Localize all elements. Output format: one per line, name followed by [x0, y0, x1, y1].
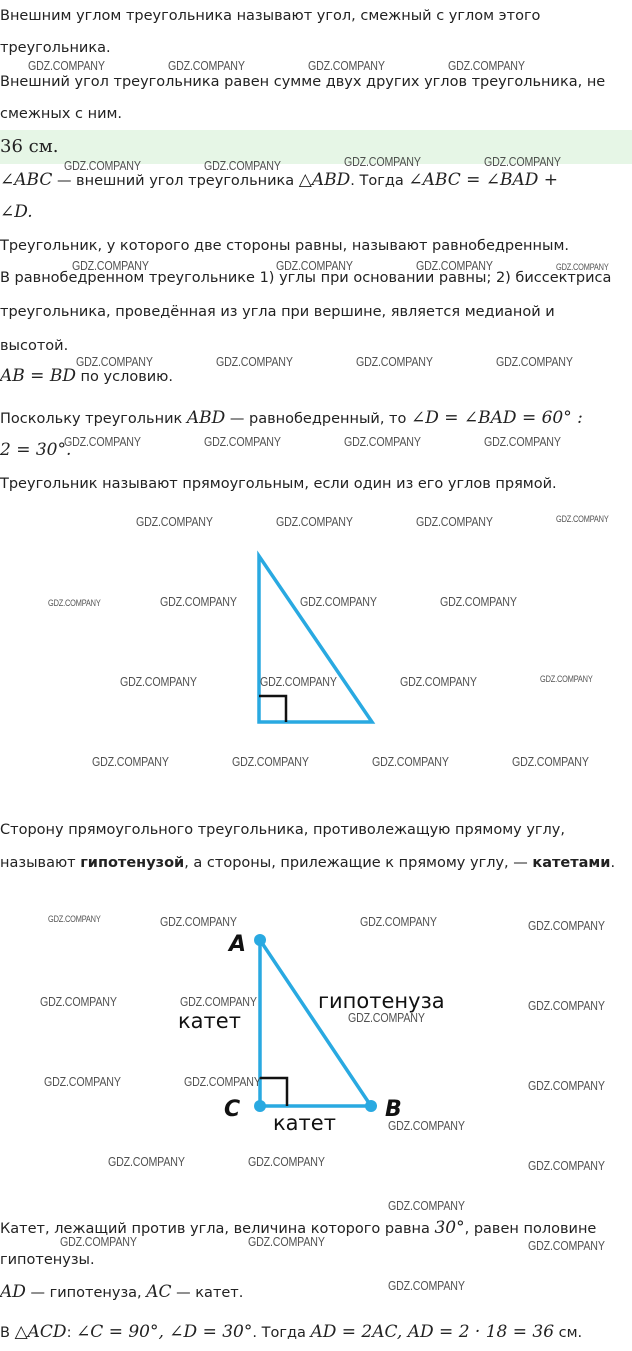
watermark-text: GDZ.COMPANY: [300, 594, 377, 609]
solution-step2: [0, 366, 173, 386]
watermark-text: GDZ.COMPANY: [120, 674, 197, 689]
isosceles-property-line2: треугольника, проведённая из угла при вершине, является медианой и: [0, 304, 555, 320]
theorem-exterior-angle-line1: Внешний угол треугольника равен сумме двух других углов треугольника, не: [0, 74, 606, 90]
watermark-text: GDZ.COMPANY: [344, 154, 421, 169]
text-fragment: Катет, лежащий против угла, величина которого равна: [0, 1221, 435, 1237]
math-equation: ∠ABC = ∠BAD +: [408, 170, 559, 190]
solution-step3-line1: [0, 408, 583, 428]
definition-right-triangle: Треугольник называют прямоугольным, если один из его углов прямой.: [0, 476, 557, 492]
watermark-text: GDZ.COMPANY: [388, 1198, 465, 1213]
labeled-triangle-figure: [0, 910, 632, 1140]
math-abd: ABD: [186, 408, 226, 428]
definition-hypotenuse-line2: [0, 855, 615, 871]
text-fragment: .: [610, 855, 616, 871]
math-angle-d: ∠D.: [0, 202, 33, 222]
watermark-text: GDZ.COMPANY: [540, 674, 593, 684]
watermark-text: GDZ.COMPANY: [440, 594, 517, 609]
watermark-text: GDZ.COMPANY: [416, 514, 493, 529]
vertex-a-point: [254, 934, 266, 946]
watermark-text: GDZ.COMPANY: [64, 434, 141, 449]
watermark-text: GDZ.COMPANY: [204, 434, 281, 449]
watermark-text: GDZ.COMPANY: [260, 674, 337, 689]
watermark-text: GDZ.COMPANY: [48, 914, 101, 924]
term-legs: катетами: [532, 855, 611, 871]
text-fragment: . Тогда: [252, 1325, 311, 1341]
text-fragment: , а стороны, прилежащие к прямому углу, —: [184, 855, 533, 871]
math-ac: AC: [146, 1282, 172, 1302]
watermark-text: GDZ.COMPANY: [44, 1074, 121, 1089]
solution-step3-line2: [0, 440, 71, 460]
watermark-text: GDZ.COMPANY: [556, 514, 609, 524]
watermark-text: GDZ.COMPANY: [388, 1278, 465, 1293]
watermark-text: GDZ.COMPANY: [216, 354, 293, 369]
watermark-text: GDZ.COMPANY: [448, 58, 525, 73]
solution-step4: [0, 1282, 243, 1302]
watermark-text: GDZ.COMPANY: [556, 262, 609, 272]
watermark-text: GDZ.COMPANY: [528, 1078, 605, 1093]
watermark-text: GDZ.COMPANY: [136, 514, 213, 529]
watermark-text: GDZ.COMPANY: [348, 1010, 425, 1025]
vertex-b-label: B: [385, 1097, 402, 1122]
watermark-text: GDZ.COMPANY: [484, 434, 561, 449]
text-fragment: — гипотенуза,: [25, 1285, 147, 1301]
right-angle-marker: [259, 696, 286, 722]
watermark-text: GDZ.COMPANY: [528, 998, 605, 1013]
watermark-text: GDZ.COMPANY: [356, 354, 433, 369]
watermark-text: GDZ.COMPANY: [416, 258, 493, 273]
watermark-text: GDZ.COMPANY: [276, 258, 353, 273]
watermark-text: GDZ.COMPANY: [528, 1238, 605, 1253]
text-fragment: — равнобедренный, то: [225, 411, 411, 427]
watermark-text: GDZ.COMPANY: [400, 674, 477, 689]
math-triangle-abd: △ABD: [298, 170, 351, 190]
watermark-text: GDZ.COMPANY: [60, 1234, 137, 1249]
horizontal-leg-label: катет: [273, 1111, 336, 1135]
solution-step1-line1: [0, 170, 558, 190]
math-triangle-acd: △ACD: [14, 1322, 67, 1342]
solution-final: [0, 1322, 582, 1342]
watermark-text: GDZ.COMPANY: [184, 1074, 261, 1089]
text-fragment: . Тогда: [350, 173, 409, 189]
math-ab-bd: AB = BD: [0, 366, 76, 386]
watermark-text: GDZ.COMPANY: [204, 158, 281, 173]
hypotenuse-label: гипотенуза: [318, 989, 445, 1013]
watermark-text: GDZ.COMPANY: [28, 58, 105, 73]
text-fragment: — катет.: [171, 1285, 244, 1301]
watermark-text: GDZ.COMPANY: [108, 1154, 185, 1169]
math-angle-abc: ∠ABC: [0, 170, 53, 190]
answer-value: 36 см.: [0, 136, 59, 157]
watermark-text: GDZ.COMPANY: [64, 158, 141, 173]
watermark-text: GDZ.COMPANY: [276, 514, 353, 529]
math-angle-equation: ∠D = ∠BAD = 60° :: [410, 408, 583, 428]
text-fragment: см.: [554, 1325, 583, 1341]
text-fragment: , равен половине: [464, 1221, 597, 1237]
watermark-text: GDZ.COMPANY: [76, 354, 153, 369]
vertex-c-label: C: [224, 1097, 241, 1122]
watermark-text: GDZ.COMPANY: [48, 598, 101, 608]
watermark-text: GDZ.COMPANY: [388, 1118, 465, 1133]
math-30-degrees: 30°: [434, 1218, 465, 1238]
watermark-text: GDZ.COMPANY: [232, 754, 309, 769]
watermark-text: GDZ.COMPANY: [360, 914, 437, 929]
watermark-text: GDZ.COMPANY: [180, 994, 257, 1009]
text-fragment: Поскольку треугольник: [0, 411, 187, 427]
watermark-text: GDZ.COMPANY: [372, 754, 449, 769]
watermark-text: GDZ.COMPANY: [92, 754, 169, 769]
theorem-30-degree-line2: гипотенузы.: [0, 1252, 95, 1268]
watermark-text: GDZ.COMPANY: [40, 994, 117, 1009]
text-fragment: В: [0, 1325, 15, 1341]
watermark-text: GDZ.COMPANY: [528, 1158, 605, 1173]
watermark-text: GDZ.COMPANY: [308, 58, 385, 73]
watermark-text: GDZ.COMPANY: [496, 354, 573, 369]
text-fragment: называют: [0, 855, 81, 871]
watermark-text: GDZ.COMPANY: [344, 434, 421, 449]
right-triangle-figure: [0, 540, 632, 740]
watermark-text: GDZ.COMPANY: [160, 914, 237, 929]
watermark-text: GDZ.COMPANY: [72, 258, 149, 273]
isosceles-property-line3: высотой.: [0, 338, 69, 354]
watermark-text: GDZ.COMPANY: [168, 58, 245, 73]
term-hypotenuse: гипотенузой: [80, 855, 185, 871]
math-angles: ∠C = 90°, ∠D = 30°: [76, 1322, 253, 1342]
text-fragment: :: [66, 1325, 77, 1341]
watermark-text: GDZ.COMPANY: [484, 154, 561, 169]
definition-hypotenuse-line1: Сторону прямоугольного треугольника, противолежащую прямому углу,: [0, 822, 565, 838]
watermark-text: GDZ.COMPANY: [512, 754, 589, 769]
text-fragment: — внешний угол треугольника: [52, 173, 299, 189]
theorem-exterior-angle-line2: смежных с ним.: [0, 106, 123, 122]
math-final-calc: AD = 2AC, AD = 2 · 18 = 36: [310, 1322, 555, 1342]
isosceles-property-line1: В равнобедренном треугольнике 1) углы при основании равны; 2) биссектриса: [0, 270, 612, 286]
definition-isosceles: Треугольник, у которого две стороны равны, называют равнобедренным.: [0, 238, 570, 254]
math-result-30: 2 = 30°.: [0, 440, 72, 460]
definition-exterior-angle-line1: Внешним углом треугольника называют угол, смежный с углом этого: [0, 8, 541, 24]
vertex-b-point: [365, 1100, 377, 1112]
text-fragment: по условию.: [75, 369, 173, 385]
vertical-leg-label: катет: [178, 1009, 241, 1033]
watermark-text: GDZ.COMPANY: [248, 1154, 325, 1169]
math-ad: AD: [0, 1282, 26, 1302]
watermark-text: GDZ.COMPANY: [248, 1234, 325, 1249]
solution-step1-line2: [0, 202, 33, 222]
definition-exterior-angle-line2: треугольника.: [0, 40, 111, 56]
watermark-text: GDZ.COMPANY: [160, 594, 237, 609]
vertex-c-point: [254, 1100, 266, 1112]
vertex-a-label: A: [229, 932, 247, 957]
watermark-text: GDZ.COMPANY: [528, 918, 605, 933]
